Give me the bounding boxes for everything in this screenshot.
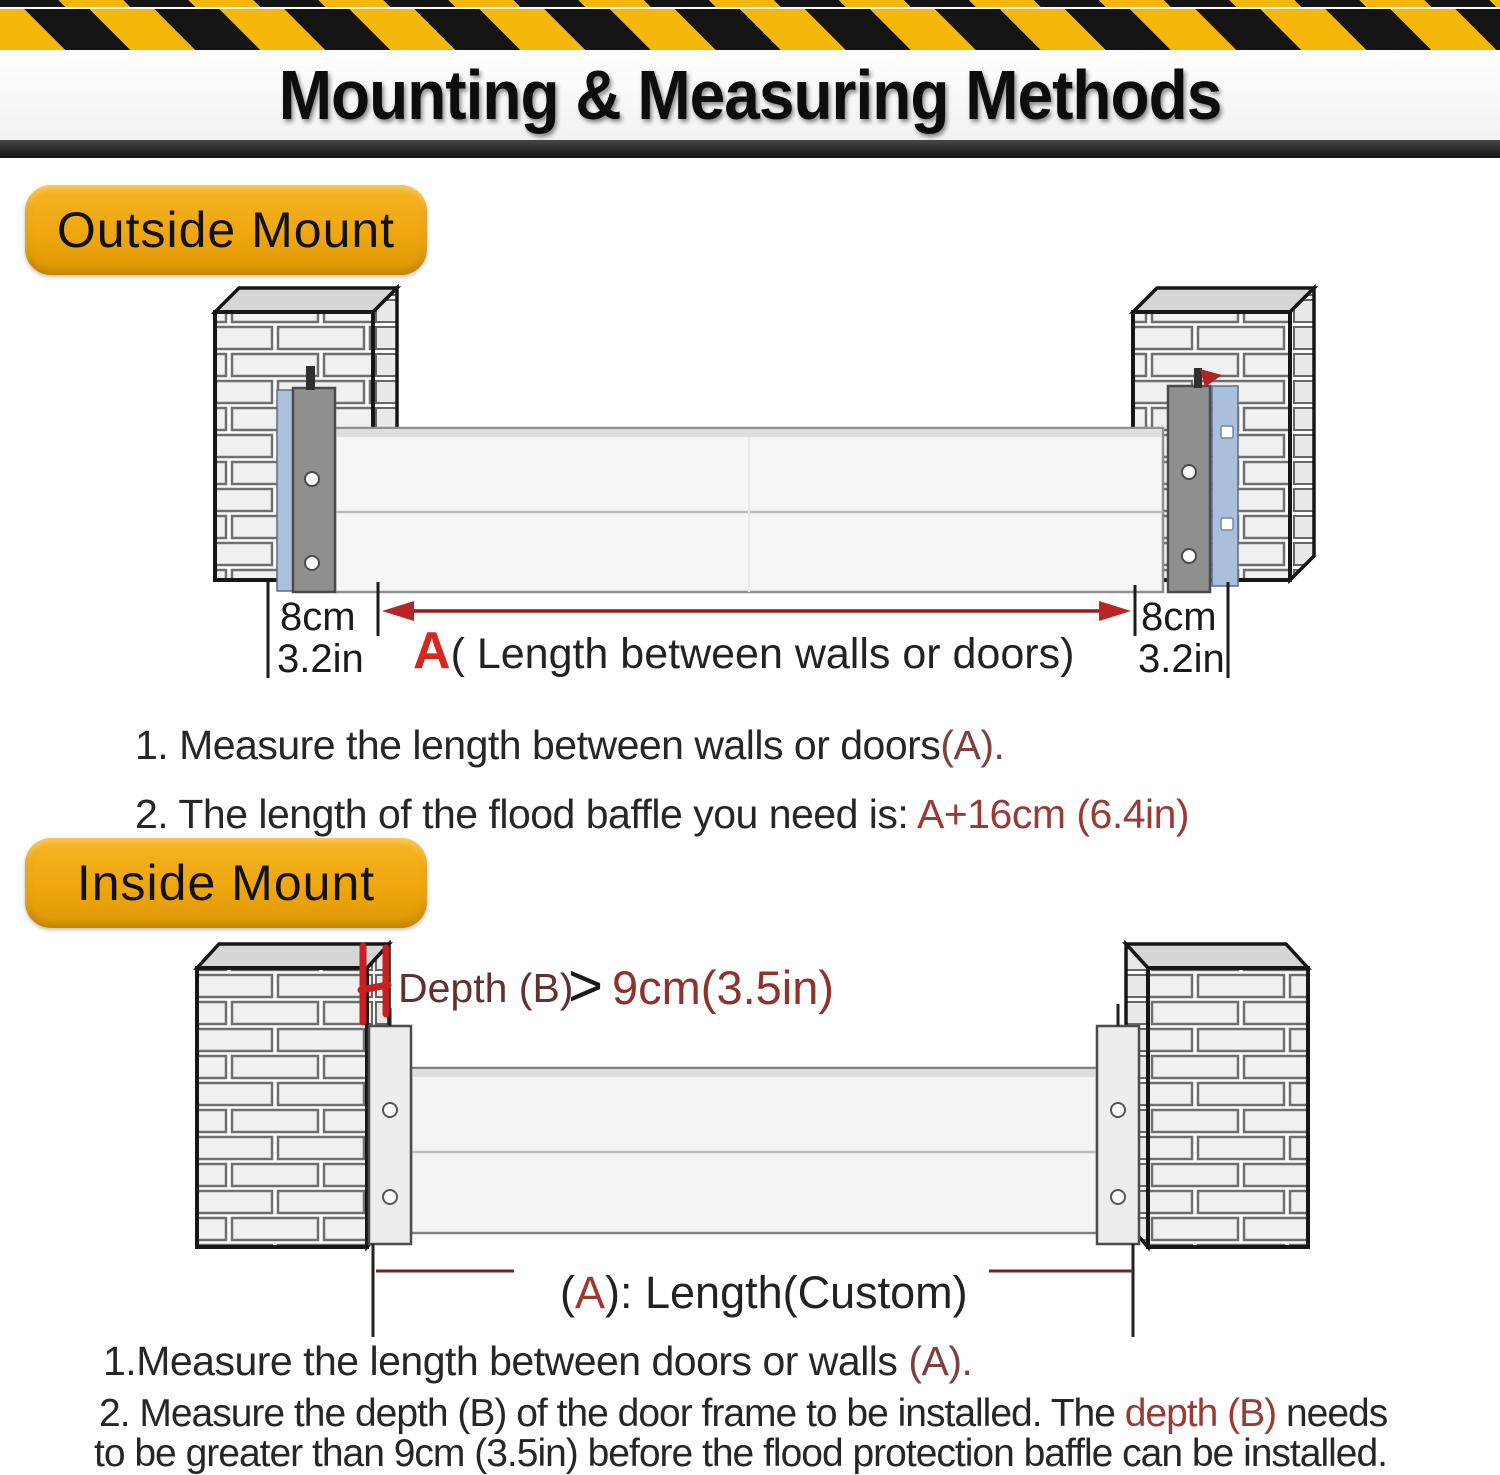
title-band: [0, 50, 1500, 140]
screw-hole: [1111, 1103, 1125, 1117]
arrowhead-left-icon: [382, 601, 414, 621]
screw-hole: [1182, 465, 1196, 479]
inside-left-bracket: [369, 1008, 411, 1244]
inside-right-bracket: [1097, 1004, 1139, 1244]
header-divider-bar: [0, 140, 1500, 158]
screw-head: [1221, 426, 1233, 438]
inside-right-pillar: [1126, 944, 1308, 1247]
screw-hole: [1111, 1190, 1125, 1204]
dim-length-label: A( Length between walls or doors): [413, 622, 1075, 680]
page-title: Mounting & Measuring Methods: [278, 56, 1222, 134]
hazard-stripe-band: [0, 9, 1500, 50]
dim-left-cm: 8cm: [280, 595, 356, 639]
screw-hole: [305, 472, 319, 486]
bracket-top-tab: [306, 366, 315, 390]
inside-mount-badge-label: Inside Mount: [76, 855, 376, 911]
outside-mount-diagram: [0, 280, 1500, 710]
depth-label: Depth (B): [398, 965, 574, 1011]
dim-right-in: 3.2in: [1138, 637, 1225, 681]
inside-step-2-line-2: to be greater than 9cm (3.5in) before the flood protection baffle can be installed.: [94, 1432, 1387, 1475]
outside-mount-badge: [25, 185, 427, 275]
inside-mount-diagram: [0, 930, 1500, 1342]
screw-hole: [383, 1103, 397, 1117]
outside-left-bracket: [277, 366, 335, 592]
inside-step-1: 1.Measure the length between doors or walls (A).: [103, 1338, 973, 1384]
dim-right-cm: 8cm: [1141, 595, 1217, 639]
arrowhead-right-icon: [1099, 601, 1131, 621]
hazard-stripe-top: [0, 0, 1500, 7]
inside-length-label: (A): Length(Custom): [560, 1267, 968, 1318]
inside-step-2-line-1: 2. Measure the depth (B) of the door frame to be installed. The depth (B) needs: [99, 1392, 1388, 1435]
greater-than-sign: >: [568, 952, 604, 1019]
depth-value: 9cm(3.5in): [612, 961, 835, 1014]
inside-mount-badge: [25, 838, 427, 928]
screw-hole: [305, 556, 319, 570]
outside-right-bracket: [1168, 368, 1238, 592]
outside-step-1: 1. Measure the length between walls or doors(A).: [135, 722, 1005, 768]
dim-left-in: 3.2in: [277, 637, 364, 681]
screw-head: [1221, 518, 1233, 530]
screw-hole: [383, 1190, 397, 1204]
flood-barrier-panel: [335, 428, 1163, 592]
outside-step-2: 2. The length of the flood baffle you need is: A+16cm (6.4in): [135, 791, 1190, 837]
outside-mount-badge-label: Outside Mount: [56, 202, 396, 258]
screw-hole: [1182, 549, 1196, 563]
flood-barrier-panel: [411, 1068, 1097, 1233]
